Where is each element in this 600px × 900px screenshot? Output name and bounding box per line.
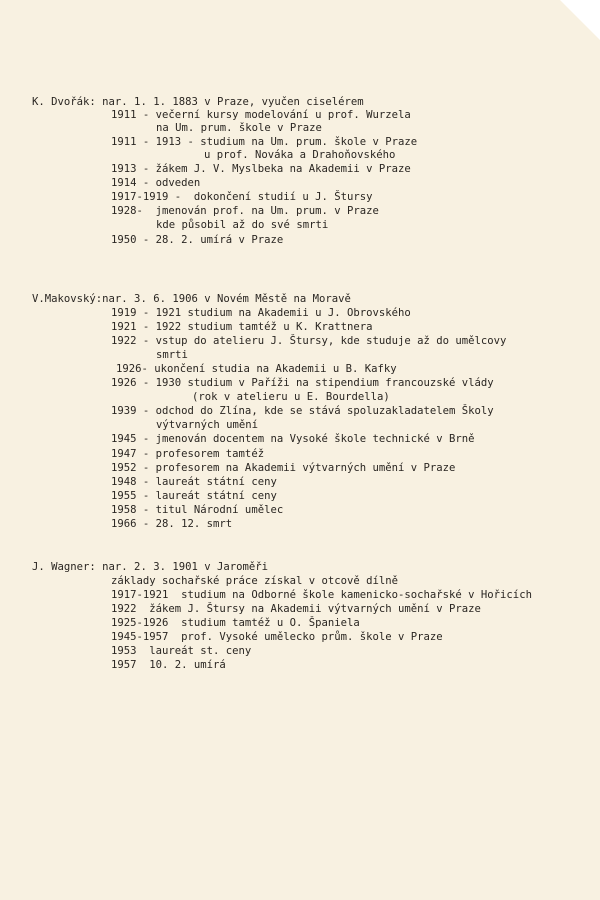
dvorak-line-10: kde působil až do své smrti bbox=[156, 219, 329, 231]
dvorak-line-4: 1911 - 1913 - studium na Um. prum. škole v Praze bbox=[111, 136, 418, 148]
makovsky-line-12: 1947 - profesorem tamtéž bbox=[111, 448, 265, 460]
makovsky-line-3: 1921 - 1922 studium tamtéž u K. Krattnera bbox=[111, 321, 373, 333]
makovsky-line-14: 1948 - laureát státní ceny bbox=[111, 476, 277, 488]
dvorak-line-8: 1917-1919 - dokončení studií u J. Štursy bbox=[111, 191, 373, 203]
makovsky-line-1: V.Makovský:nar. 3. 6. 1906 v Novém Městě na Moravě bbox=[32, 293, 351, 305]
page-corner bbox=[560, 0, 600, 40]
dvorak-line-11: 1950 - 28. 2. umírá v Praze bbox=[111, 234, 284, 246]
makovsky-line-11: 1945 - jmenován docentem na Vysoké škole technické v Brně bbox=[111, 433, 475, 445]
makovsky-name: V.Makovský: bbox=[32, 293, 103, 305]
makovsky-line-9: 1939 - odchod do Zlína, kde se stává spoluzakladatelem Školy bbox=[111, 405, 494, 417]
makovsky-line-10: výtvarných umění bbox=[156, 419, 259, 431]
makovsky-line-17: 1966 - 28. 12. smrt bbox=[111, 518, 233, 530]
dvorak-line-2: 1911 - večerní kursy modelování u prof. Wurzela bbox=[111, 109, 411, 121]
dvorak-line-3: na Um. prum. škole v Praze bbox=[156, 122, 322, 134]
makovsky-line-5: smrti bbox=[156, 349, 188, 361]
wagner-line-1: J. Wagner: nar. 2. 3. 1901 v Jaroměři bbox=[32, 561, 268, 573]
wagner-line-7: 1953 laureát st. ceny bbox=[111, 645, 252, 657]
makovsky-line-6: 1926- ukončení studia na Akademii u B. Kafky bbox=[116, 363, 397, 375]
wagner-line-6: 1945-1957 prof. Vysoké umělecko prům. škole v Praze bbox=[111, 631, 443, 643]
makovsky-line-16: 1958 - titul Národní umělec bbox=[111, 504, 284, 516]
wagner-line-4: 1922 žákem J. Štursy na Akademii výtvarných umění v Praze bbox=[111, 603, 481, 615]
wagner-line-2: základy sochařské práce získal v otcově dílně bbox=[111, 575, 399, 587]
makovsky-line-15: 1955 - laureát státní ceny bbox=[111, 490, 277, 502]
wagner-line-8: 1957 10. 2. umírá bbox=[111, 659, 226, 671]
dvorak-name: K. Dvořák: bbox=[32, 96, 96, 108]
dvorak-line-9: 1928- jmenován prof. na Um. prum. v Praze bbox=[111, 205, 379, 217]
wagner-line-3: 1917-1921 studium na Odborné škole kamenicko-sochařské v Hořicích bbox=[111, 589, 532, 601]
dvorak-line-5: u prof. Nováka a Drahoňovského bbox=[204, 149, 396, 161]
wagner-line-5: 1925-1926 studium tamtéž u O. Španiela bbox=[111, 617, 360, 629]
dvorak-line-6: 1913 - žákem J. V. Myslbeka na Akademii v Praze bbox=[111, 163, 411, 175]
makovsky-line-4: 1922 - vstup do atelieru J. Štursy, kde studuje až do umělcovy bbox=[111, 335, 507, 347]
makovsky-line-13: 1952 - profesorem na Akademii výtvarných umění v Praze bbox=[111, 462, 456, 474]
dvorak-line-7: 1914 - odveden bbox=[111, 177, 201, 189]
dvorak-line-1: K. Dvořák: nar. 1. 1. 1883 v Praze, vyučen ciselérem bbox=[32, 96, 364, 108]
makovsky-line-2: 1919 - 1921 studium na Akademii u J. Obrovského bbox=[111, 307, 411, 319]
makovsky-line-8: (rok v atelieru u E. Bourdella) bbox=[192, 391, 390, 403]
wagner-name: J. Wagner: bbox=[32, 561, 96, 573]
makovsky-line-7: 1926 - 1930 studium v Paříži na stipendium francouzské vlády bbox=[111, 377, 494, 389]
